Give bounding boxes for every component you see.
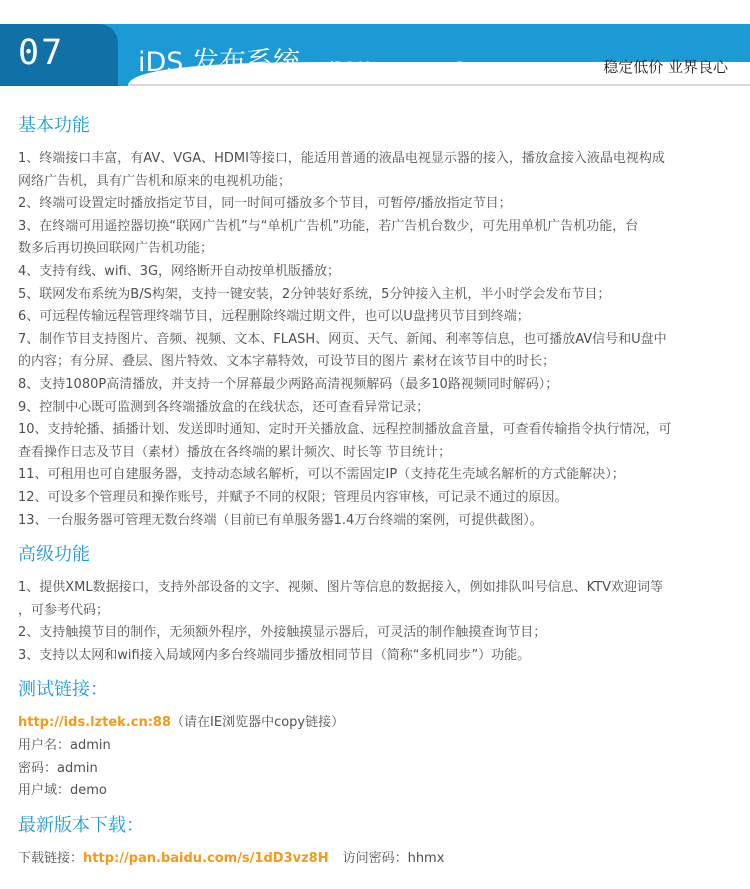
test-link-row: [18, 712, 734, 735]
basic-line: 9、控制中心既可监测到各终端播放盒的在线状态，还可查看异常记录；: [18, 399, 430, 415]
page-header: [0, 24, 750, 86]
download-access-code: 访问密码：hhmx: [342, 850, 445, 866]
basic-line: 13、一台服务器可管理无数台终端（目前已有单服务器1.4万台终端的案例，可提供截图）。: [18, 512, 543, 528]
advanced-features-heading: 高级功能: [18, 544, 90, 566]
basic-line: 3、在终端可用遥控器切换“联网广告机”与“单机广告机”功能，若广告机台数少，可先用单机广告机功能，台: [18, 218, 639, 234]
basic-line: 1、终端接口丰富，有AV、VGA、HDMI等接口，能适用普通的液晶电视显示器的接入，播放盒接入液晶电视构成: [18, 151, 665, 166]
top-margin: [0, 0, 750, 24]
basic-line: 10、支持轮播、插播计划、发送即时通知、定时开关播放盒、远程控制播放盒音量，可查看传输指令执行情况，可: [18, 422, 672, 438]
basic-line: 4、支持有线、wifi、3G，网络断开自动按单机版播放；: [18, 263, 341, 279]
basic-line: 8、支持1080P高清播放，并支持一个屏幕最少两路高清视频解码（最多10路视频同时解码）；: [18, 376, 559, 392]
system-title: iDS 发布系统: [138, 47, 301, 78]
download-prefix: 下载链接：: [18, 850, 84, 866]
test-username: 用户名：admin: [18, 738, 111, 754]
slogan: 稳定低价 业界良心: [603, 58, 728, 76]
download-heading: 最新版本下载：: [18, 814, 144, 836]
basic-line: 12、可设多个管理员和操作账号，并赋予不同的权限；管理员内容审核，可记录不通过的原因。: [18, 489, 568, 505]
basic-line: 7、制作节目支持图片、音频、视频、文本、FLASH、网页、天气、新闻、利率等信息，也可播放AV信号和U盘中: [18, 331, 667, 347]
advanced-line: ，可参考代码；: [18, 602, 110, 618]
basic-line: 2、终端可设置定时播放指定节目，同一时间可播放多个节目，可暂停/播放指定节目；: [18, 196, 512, 212]
content-area: [18, 112, 734, 870]
system-subtitle: iDS Management System: [330, 60, 507, 76]
download-link[interactable]: http://pan.baidu.com/s/1dD3vz8H: [83, 850, 329, 866]
basic-features-heading: 基本功能: [18, 115, 90, 136]
basic-line: 查看操作日志及节目（素材）播放在各终端的累计频次、时长等 节目统计；: [18, 444, 452, 460]
basic-line: 6、可远程传输远程管理终端节目，远程删除终端过期文件，也可以U盘拷贝节目到终端；: [18, 309, 530, 325]
basic-line: 数多后再切换回联网广告机功能；: [18, 241, 214, 257]
advanced-line: 1、提供XML数据接口，支持外部设备的文字、视频、图片等信息的数据接入，例如排队叫号信息、KTV欢迎词等: [18, 580, 663, 596]
test-link-note: （请在IE浏览器中copy链接）: [171, 715, 345, 731]
basic-line: 5、联网发布系统为B/S构架，支持一键安装，2分钟装好系统，5分钟接入主机，半小时学会发布节目；: [18, 286, 611, 302]
advanced-line: 3、支持以太网和wifi接入局域网内多台终端同步播放相同节目（简称“多机同步”）功能。: [18, 647, 531, 663]
test-link-heading: 测试链接：: [18, 679, 108, 701]
test-link[interactable]: http://ids.lztek.cn:88: [18, 715, 172, 731]
download-row: [18, 848, 734, 871]
section-number: 07: [18, 33, 65, 73]
basic-line: 的内容；有分屏、叠层、图片特效、文本字幕特效，可设节目的图片 素材在该节目中的时长；: [18, 354, 556, 370]
test-domain: 用户域：demo: [18, 783, 107, 799]
basic-line: 网络广告机，具有广告机和原来的电视机功能；: [18, 173, 292, 189]
advanced-line: 2、支持触摸节目的制作，无须额外程序，外接触摸显示器后，可灵活的制作触摸查询节目；: [18, 625, 547, 641]
test-password: 密码：admin: [18, 760, 98, 776]
basic-line: 11、可租用也可自建服务器，支持动态域名解析，可以不需固定IP（支持花生壳域名解析的方式能解决）；: [18, 467, 625, 483]
